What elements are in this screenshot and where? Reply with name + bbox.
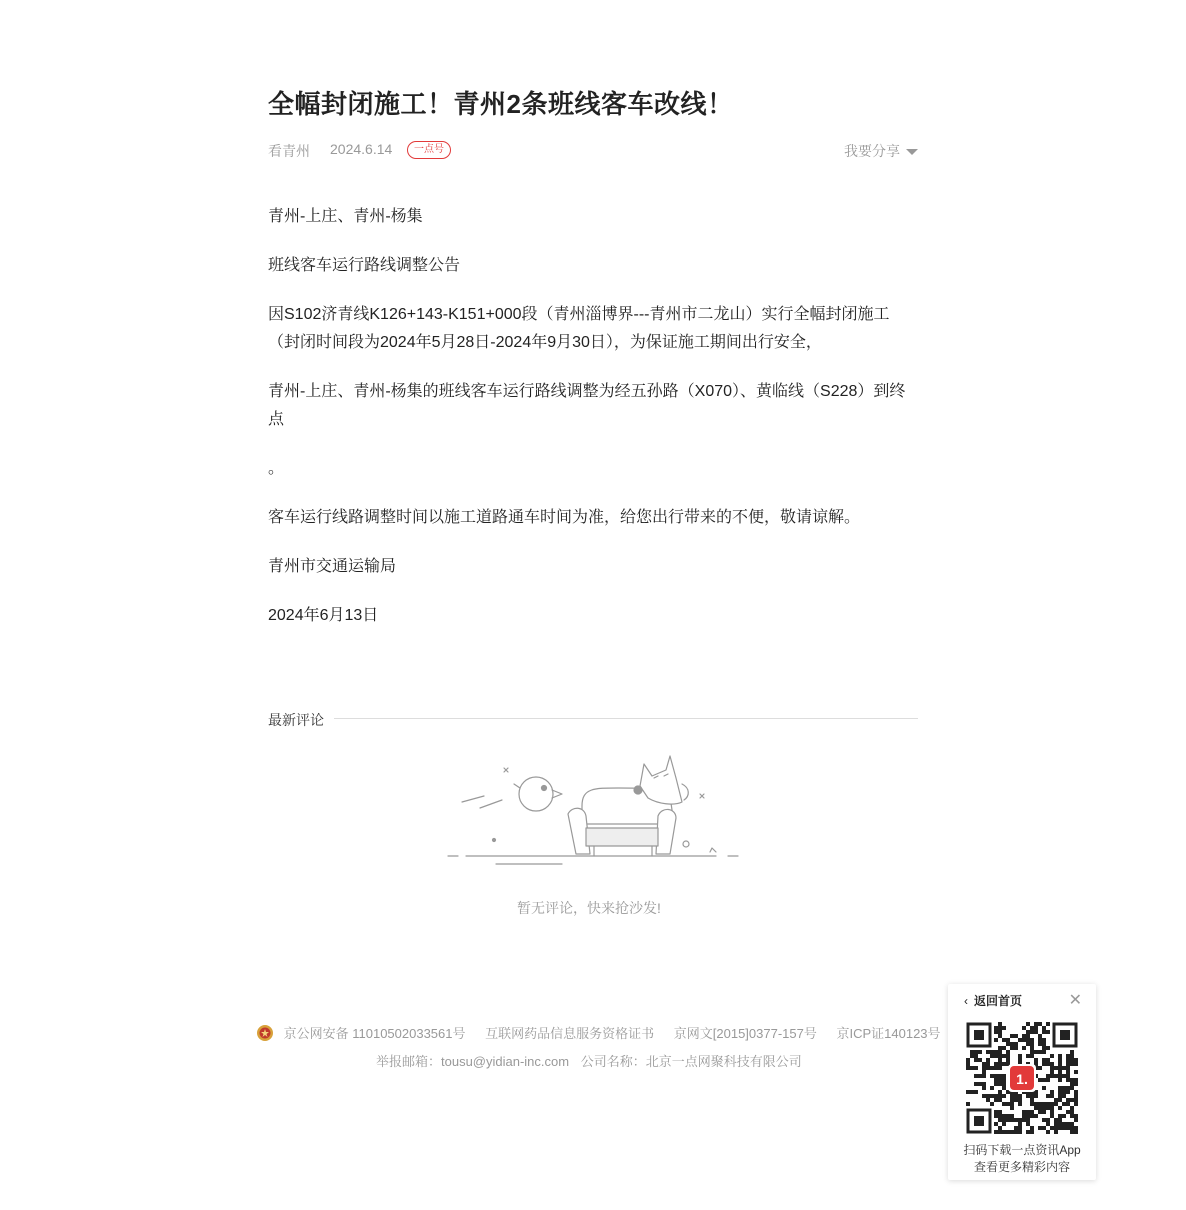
share-button[interactable] [844, 141, 918, 161]
paragraph: 因S102济青线K126+143-K151+000段（青州淄博界---青州市二龙山）实行全幅封闭施工（封闭时间段为2024年5月28日-2024年9月30日），为保证施工期间出行安全， [268, 306, 890, 351]
share-label: 我要分享 [844, 143, 900, 159]
back-home-label: 返回首页 [974, 994, 1023, 1008]
comments-heading: 最新评论 [268, 710, 334, 730]
paragraph: 青州-上庄、青州-杨集 [268, 208, 423, 225]
yidian-badge: 一点号 [407, 141, 451, 159]
qr-code-icon [966, 1022, 1078, 1134]
back-home-button[interactable] [964, 992, 1022, 1009]
paragraph: 班线客车运行路线调整公告 [268, 257, 461, 274]
chevron-left-icon: ‹ [964, 994, 968, 1008]
qr-caption-line1: 扫码下载一点资讯App [963, 1143, 1081, 1157]
qr-caption-line2: 查看更多精彩内容 [973, 1160, 1070, 1174]
article-date: 2024.6.14 [330, 141, 393, 157]
close-icon[interactable]: ✕ [1068, 992, 1082, 1009]
footer-link-icp[interactable]: 京ICP证140123号 [836, 1026, 941, 1041]
paragraph: 客车运行线路调整时间以施工道路通车时间为准，给您出行带来的不便，敬请谅解。 [268, 509, 861, 526]
paragraph: 青州-上庄、青州-杨集的班线客车运行路线调整为经五孙路（X070）、黄临线（S228）到终点 [268, 383, 906, 428]
empty-comments-illustration-icon [444, 748, 744, 868]
footer-row-licenses [256, 1023, 957, 1042]
footer-link-drug-license[interactable]: 互联网药品信息服务资格证书 [485, 1026, 655, 1041]
footer-link-network-culture[interactable]: 京网文[2015]0377-157号 [673, 1026, 817, 1041]
article-source[interactable]: 看青州 [268, 143, 310, 159]
paragraph: 青州市交通运输局 [268, 558, 397, 575]
article-body [268, 203, 918, 651]
paragraph: 。 [268, 460, 285, 477]
police-emblem-icon [256, 1024, 274, 1042]
article-meta [268, 141, 918, 161]
divider [334, 718, 918, 719]
app-download-card [948, 984, 1096, 1180]
article-title: 全幅封闭施工！青州2条班线客车改线！ [268, 89, 734, 119]
comments-header [268, 708, 918, 728]
chevron-down-icon [906, 149, 918, 155]
footer-company: 公司名称：北京一点网聚科技有限公司 [580, 1054, 802, 1069]
footer-report-email: 举报邮箱：tousu@yidian-inc.com [376, 1054, 570, 1069]
footer-link-beian[interactable]: 京公网安备 11010502033561号 [283, 1026, 466, 1041]
paragraph: 2024年6月13日 [268, 607, 379, 624]
footer-row-contact [376, 1051, 810, 1070]
app-logo-text: 1. [1016, 1071, 1028, 1087]
empty-comments-text: 暂无评论，快来抢沙发! [517, 900, 661, 916]
